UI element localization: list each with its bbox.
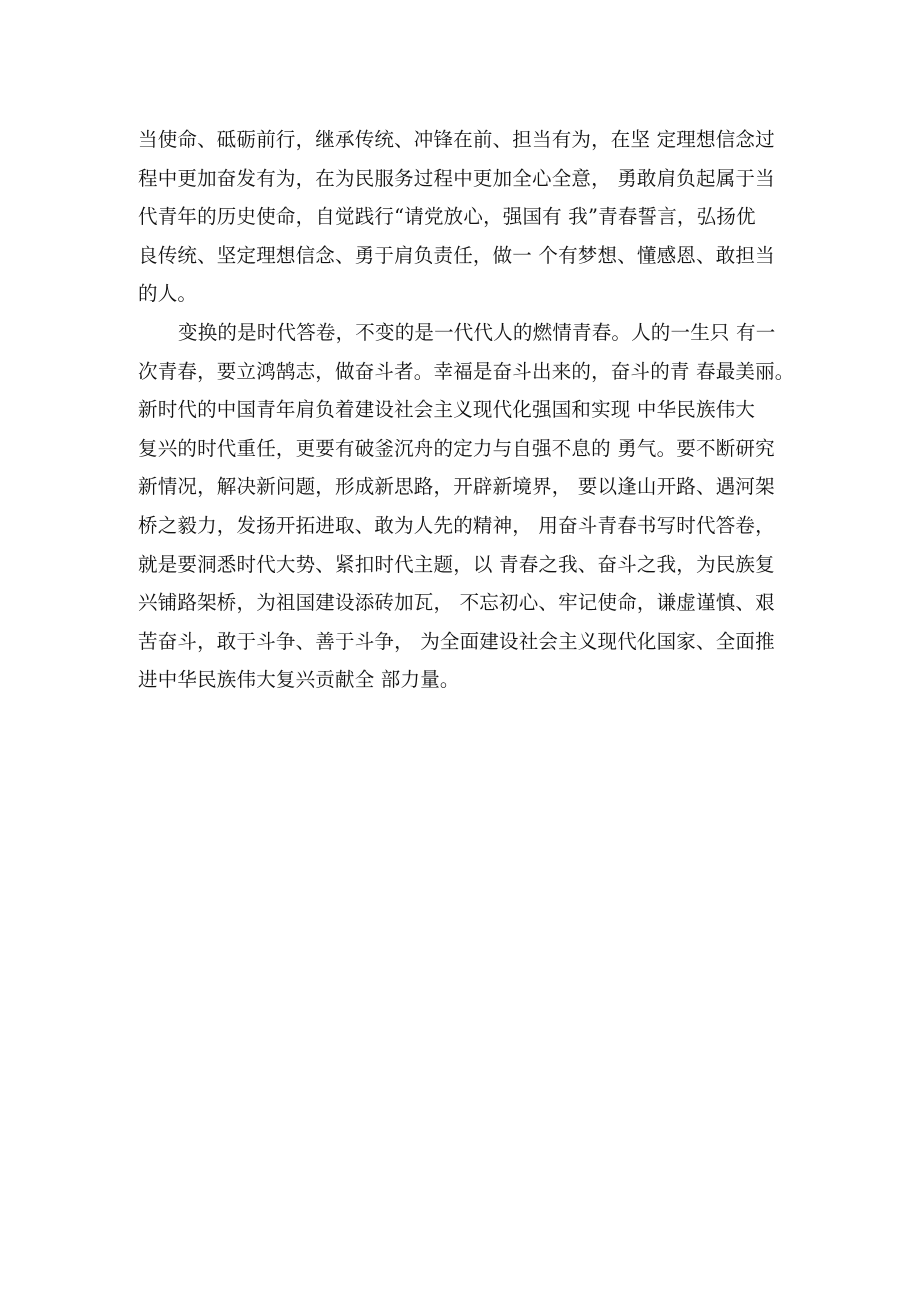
text-line: 苦奋斗，敢于斗争、善于斗争， 为全面建设社会主义现代化国家、全面推 [138, 629, 775, 653]
paragraph-start-line: 变换的是时代答卷，不变的是一代代人的燃情青春。人的一生只 有一 [178, 320, 776, 344]
text-line: 代青年的历史使命，自觉践行“请党放心，强国有 我”青春誓言，弘扬优 [138, 205, 756, 229]
body-text [138, 121, 795, 700]
text-line: 次青春，要立鸿鹄志，做奋斗者。幸福是奋斗出来的，奋斗的青 春最美丽。 [138, 359, 795, 383]
text-line: 桥之毅力，发扬开拓进取、敢为人先的精神， 用奋斗青春书写时代答卷， [138, 513, 775, 537]
text-line: 良传统、坚定理想信念、勇于肩负责任，做一 个有梦想、懂感恩、敢担当 [138, 243, 775, 267]
text-line: 当使命、砥砺前行，继承传统、冲锋在前、担当有为，在坚 定理想信念过 [138, 128, 775, 151]
text-line: 新情况，解决新问题，形成新思路，开辟新境界， 要以逢山开路、遇河架 [138, 475, 775, 499]
text-line: 程中更加奋发有为，在为民服务过程中更加全心全意， 勇敢肩负起属于当 [138, 166, 775, 190]
text-line: 复兴的时代重任，更要有破釜沉舟的定力与自强不息的 勇气。要不断研究 [138, 436, 775, 460]
text-line: 的人。 [138, 282, 198, 306]
text-line: 新时代的中国青年肩负着建设社会主义现代化强国和实现 中华民族伟大 [138, 398, 756, 422]
text-line: 就是要洞悉时代大势、紧扣时代主题，以 青春之我、奋斗之我，为民族复 [138, 552, 775, 576]
text-line: 进中华民族伟大复兴贡献全 部力量。 [138, 668, 460, 692]
text-line: 兴铺路架桥，为祖国建设添砖加瓦， 不忘初心、牢记使命，谦虚谨慎、艰 [138, 591, 775, 615]
